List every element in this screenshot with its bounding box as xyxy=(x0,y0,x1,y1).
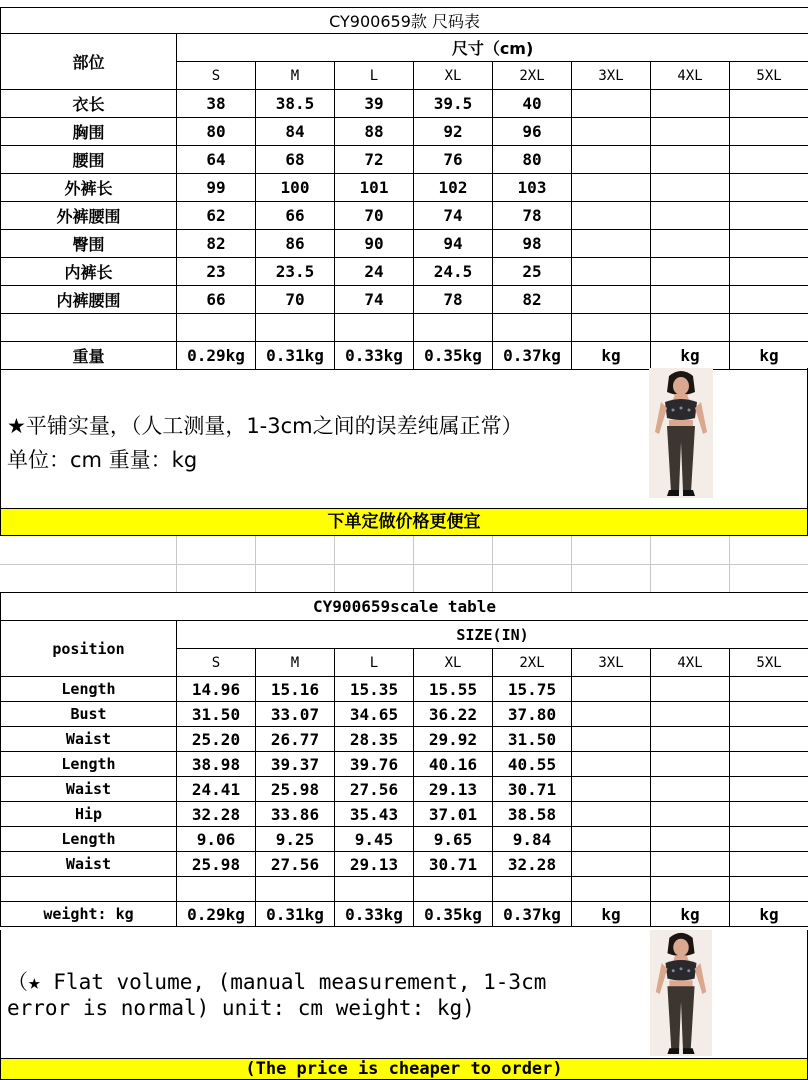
table-cell xyxy=(493,314,572,342)
table-cell: 37.80 xyxy=(493,702,572,727)
table-cell: 27.56 xyxy=(256,852,335,877)
table-cell xyxy=(730,258,808,286)
table-cell: 80 xyxy=(177,118,256,146)
table-cell xyxy=(335,314,414,342)
table-cell: 15.75 xyxy=(493,677,572,702)
cn-note-block xyxy=(0,368,808,508)
table-cell xyxy=(730,286,808,314)
size-column-header: XL xyxy=(414,62,493,90)
table-cell: 39.76 xyxy=(335,752,414,777)
table-cell xyxy=(572,877,651,902)
table-cell: 100 xyxy=(256,174,335,202)
table-row xyxy=(1,702,808,727)
table-row xyxy=(1,752,808,777)
table-cell: 26.77 xyxy=(256,727,335,752)
cn-banner-text: 下单定做价格更便宜 xyxy=(327,512,481,532)
table-cell: 40.55 xyxy=(493,752,572,777)
cn-position-header: 部位 xyxy=(1,34,177,90)
table-cell xyxy=(572,174,651,202)
table-row xyxy=(1,877,808,902)
table-cell: 29.13 xyxy=(414,777,493,802)
table-cell: 39.5 xyxy=(414,90,493,118)
table-cell: 35.43 xyxy=(335,802,414,827)
row-label: Waist xyxy=(1,852,177,877)
table-cell xyxy=(414,314,493,342)
row-label: Hip xyxy=(1,802,177,827)
table-row xyxy=(1,258,808,286)
table-row xyxy=(1,230,808,258)
table-cell: 14.96 xyxy=(177,677,256,702)
table-cell xyxy=(730,677,808,702)
table-cell xyxy=(730,314,808,342)
table-cell: 0.29kg xyxy=(177,342,256,370)
table-row xyxy=(1,852,808,877)
table-cell: 25.98 xyxy=(256,777,335,802)
en-note-block xyxy=(0,930,808,1058)
table-cell xyxy=(730,852,808,877)
table-cell xyxy=(256,877,335,902)
size-column-header: S xyxy=(177,649,256,677)
size-column-header: 5XL xyxy=(730,649,808,677)
table-cell xyxy=(572,286,651,314)
table-cell: 74 xyxy=(335,286,414,314)
en-size-table xyxy=(0,592,808,927)
table-cell: 66 xyxy=(256,202,335,230)
model-photo xyxy=(649,930,713,1056)
table-cell: 32.28 xyxy=(493,852,572,877)
row-label: 衣长 xyxy=(1,90,177,118)
table-cell: kg xyxy=(651,902,730,927)
table-cell: 28.35 xyxy=(335,727,414,752)
table-cell: 39 xyxy=(335,90,414,118)
table-cell xyxy=(730,827,808,852)
table-row xyxy=(1,902,808,927)
table-cell: 82 xyxy=(493,286,572,314)
table-cell xyxy=(651,90,730,118)
table-cell xyxy=(651,802,730,827)
table-cell: 9.06 xyxy=(177,827,256,852)
table-cell: kg xyxy=(730,902,808,927)
table-row xyxy=(1,342,808,370)
table-cell: 40 xyxy=(493,90,572,118)
table-row xyxy=(1,174,808,202)
row-label: 腰围 xyxy=(1,146,177,174)
row-label: Bust xyxy=(1,702,177,727)
en-banner xyxy=(0,1058,808,1080)
table-cell: 29.13 xyxy=(335,852,414,877)
table-cell xyxy=(572,202,651,230)
table-cell: 9.45 xyxy=(335,827,414,852)
table-cell: 27.56 xyxy=(335,777,414,802)
table-cell: 31.50 xyxy=(493,727,572,752)
row-label xyxy=(1,877,177,902)
table-cell: 23 xyxy=(177,258,256,286)
row-label: Length xyxy=(1,827,177,852)
table-cell xyxy=(572,230,651,258)
table-cell xyxy=(651,174,730,202)
table-cell xyxy=(651,118,730,146)
table-row xyxy=(1,727,808,752)
table-cell xyxy=(572,90,651,118)
table-cell: 15.16 xyxy=(256,677,335,702)
row-label: Length xyxy=(1,752,177,777)
table-cell xyxy=(572,258,651,286)
cn-size-table xyxy=(0,7,808,370)
table-cell xyxy=(651,877,730,902)
table-cell: 101 xyxy=(335,174,414,202)
en-note-line1: （★ Flat volume, (manual measurement, 1-3cm xyxy=(7,970,547,994)
table-cell: 38 xyxy=(177,90,256,118)
table-cell xyxy=(651,677,730,702)
table-row xyxy=(1,677,808,702)
cn-note-line2: 单位：cm 重量：kg xyxy=(7,448,198,472)
table-row xyxy=(1,777,808,802)
table-cell: 70 xyxy=(335,202,414,230)
table-row xyxy=(1,202,808,230)
table-cell: 15.35 xyxy=(335,677,414,702)
size-column-header: 5XL xyxy=(730,62,808,90)
cn-size-header: 尺寸（cm) xyxy=(177,34,808,62)
row-label: Waist xyxy=(1,727,177,752)
table-cell: kg xyxy=(730,342,808,370)
empty-spreadsheet-gap xyxy=(0,536,808,592)
table-cell: 88 xyxy=(335,118,414,146)
size-column-header: 3XL xyxy=(572,62,651,90)
table-cell: 86 xyxy=(256,230,335,258)
table-cell xyxy=(651,702,730,727)
table-cell xyxy=(651,286,730,314)
table-cell: 90 xyxy=(335,230,414,258)
row-label: 胸围 xyxy=(1,118,177,146)
table-cell: kg xyxy=(572,902,651,927)
en-size-header: SIZE(IN) xyxy=(177,621,808,649)
table-row xyxy=(1,90,808,118)
table-cell xyxy=(335,877,414,902)
table-cell xyxy=(730,174,808,202)
size-column-header: M xyxy=(256,649,335,677)
table-cell xyxy=(572,118,651,146)
size-column-header: 3XL xyxy=(572,649,651,677)
table-cell: 78 xyxy=(414,286,493,314)
table-cell: 0.33kg xyxy=(335,902,414,927)
table-cell: 96 xyxy=(493,118,572,146)
table-row xyxy=(1,314,808,342)
table-cell: 0.31kg xyxy=(256,342,335,370)
table-cell: 38.98 xyxy=(177,752,256,777)
table-cell xyxy=(651,146,730,174)
table-cell: 25.20 xyxy=(177,727,256,752)
row-label xyxy=(1,314,177,342)
table-cell: 37.01 xyxy=(414,802,493,827)
table-cell xyxy=(730,777,808,802)
table-cell xyxy=(177,314,256,342)
table-cell xyxy=(651,852,730,877)
table-cell: 0.37kg xyxy=(493,902,572,927)
table-cell: 0.31kg xyxy=(256,902,335,927)
table-cell xyxy=(651,230,730,258)
table-cell xyxy=(730,230,808,258)
row-label: 外裤腰围 xyxy=(1,202,177,230)
table-cell: 99 xyxy=(177,174,256,202)
table-row xyxy=(1,146,808,174)
table-cell xyxy=(651,777,730,802)
table-cell xyxy=(730,752,808,777)
table-cell xyxy=(414,877,493,902)
size-column-header: 2XL xyxy=(493,62,572,90)
table-cell: 78 xyxy=(493,202,572,230)
table-cell: 25 xyxy=(493,258,572,286)
table-cell xyxy=(572,777,651,802)
en-note-line2: error is normal) unit: cm weight: kg) xyxy=(7,996,475,1020)
table-cell xyxy=(730,727,808,752)
cn-note-line1: ★平铺实量，（人工测量，1-3cm之间的误差纯属正常） xyxy=(7,414,523,438)
row-label: 臀围 xyxy=(1,230,177,258)
table-cell: 72 xyxy=(335,146,414,174)
row-label: 重量 xyxy=(1,342,177,370)
table-cell: 39.37 xyxy=(256,752,335,777)
table-cell: 9.25 xyxy=(256,827,335,852)
table-cell xyxy=(572,702,651,727)
table-cell: 98 xyxy=(493,230,572,258)
table-cell: 32.28 xyxy=(177,802,256,827)
table-cell xyxy=(572,852,651,877)
table-cell: 0.35kg xyxy=(414,342,493,370)
table-row xyxy=(1,827,808,852)
size-column-header: L xyxy=(335,649,414,677)
en-position-header: position xyxy=(1,621,177,677)
table-cell: 84 xyxy=(256,118,335,146)
table-cell: 9.65 xyxy=(414,827,493,852)
table-cell xyxy=(572,827,651,852)
table-cell: 15.55 xyxy=(414,677,493,702)
table-cell xyxy=(572,802,651,827)
table-cell: 25.98 xyxy=(177,852,256,877)
size-column-header: XL xyxy=(414,649,493,677)
table-cell: 30.71 xyxy=(414,852,493,877)
table-cell: 70 xyxy=(256,286,335,314)
table-cell: 24.41 xyxy=(177,777,256,802)
table-cell xyxy=(730,202,808,230)
table-cell: 80 xyxy=(493,146,572,174)
table-cell: 23.5 xyxy=(256,258,335,286)
table-cell: 33.86 xyxy=(256,802,335,827)
table-row xyxy=(1,802,808,827)
table-cell xyxy=(572,727,651,752)
table-cell: kg xyxy=(572,342,651,370)
size-column-header: 4XL xyxy=(651,649,730,677)
table-cell xyxy=(730,90,808,118)
table-cell xyxy=(730,877,808,902)
table-cell: 36.22 xyxy=(414,702,493,727)
table-cell: 0.33kg xyxy=(335,342,414,370)
size-column-header: L xyxy=(335,62,414,90)
table-cell: 82 xyxy=(177,230,256,258)
table-cell: 103 xyxy=(493,174,572,202)
table-cell xyxy=(730,118,808,146)
size-column-header: 4XL xyxy=(651,62,730,90)
table-cell xyxy=(493,877,572,902)
table-cell xyxy=(730,802,808,827)
table-cell: 68 xyxy=(256,146,335,174)
table-cell: kg xyxy=(651,342,730,370)
row-label: weight: kg xyxy=(1,902,177,927)
table-row xyxy=(1,118,808,146)
table-cell: 29.92 xyxy=(414,727,493,752)
en-banner-text: (The price is cheaper to order) xyxy=(245,1059,563,1079)
table-cell xyxy=(730,146,808,174)
table-cell xyxy=(256,314,335,342)
table-cell: 64 xyxy=(177,146,256,174)
row-label: 外裤长 xyxy=(1,174,177,202)
table-cell: 102 xyxy=(414,174,493,202)
table-cell: 0.35kg xyxy=(414,902,493,927)
table-cell xyxy=(651,827,730,852)
table-cell: 38.58 xyxy=(493,802,572,827)
table-cell xyxy=(177,877,256,902)
cn-table-title: CY900659款 尺码表 xyxy=(1,8,808,34)
row-label: 内裤长 xyxy=(1,258,177,286)
table-cell xyxy=(651,727,730,752)
table-cell: 31.50 xyxy=(177,702,256,727)
table-cell: 34.65 xyxy=(335,702,414,727)
table-cell: 0.37kg xyxy=(493,342,572,370)
table-row xyxy=(1,286,808,314)
table-cell: 74 xyxy=(414,202,493,230)
en-table-title: CY900659scale table xyxy=(1,593,808,621)
table-cell: 62 xyxy=(177,202,256,230)
table-cell xyxy=(572,677,651,702)
table-cell xyxy=(651,752,730,777)
table-cell: 24.5 xyxy=(414,258,493,286)
row-label: Length xyxy=(1,677,177,702)
table-cell: 24 xyxy=(335,258,414,286)
size-column-header: M xyxy=(256,62,335,90)
table-cell xyxy=(572,314,651,342)
table-cell xyxy=(651,258,730,286)
cn-banner xyxy=(0,508,808,536)
size-column-header: 2XL xyxy=(493,649,572,677)
table-cell xyxy=(730,702,808,727)
row-label: 内裤腰围 xyxy=(1,286,177,314)
table-cell xyxy=(651,202,730,230)
table-cell: 38.5 xyxy=(256,90,335,118)
table-cell: 30.71 xyxy=(493,777,572,802)
table-cell: 0.29kg xyxy=(177,902,256,927)
table-cell: 76 xyxy=(414,146,493,174)
table-cell xyxy=(572,752,651,777)
table-cell: 92 xyxy=(414,118,493,146)
table-cell xyxy=(572,146,651,174)
model-photo xyxy=(649,368,713,498)
table-cell: 9.84 xyxy=(493,827,572,852)
table-cell: 33.07 xyxy=(256,702,335,727)
table-cell: 40.16 xyxy=(414,752,493,777)
table-cell: 66 xyxy=(177,286,256,314)
size-column-header: S xyxy=(177,62,256,90)
row-label: Waist xyxy=(1,777,177,802)
table-cell: 94 xyxy=(414,230,493,258)
table-cell xyxy=(651,314,730,342)
